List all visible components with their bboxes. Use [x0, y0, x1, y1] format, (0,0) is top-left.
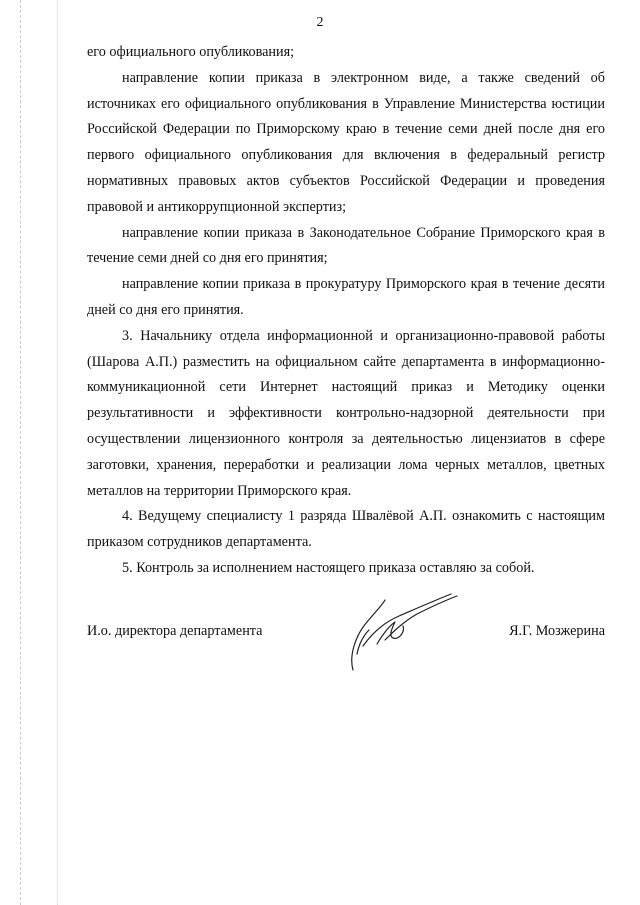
paragraph-continuation: его официального опубликования;	[87, 44, 295, 60]
scan-margin-line	[57, 0, 58, 905]
scan-edge-line	[20, 0, 21, 905]
signatory-title: И.о. директора департамента	[87, 623, 263, 639]
page-number: 2	[316, 15, 324, 30]
signatory-name: Я.Г. Мозжерина	[509, 623, 605, 639]
paragraph-item-4: 4. Ведущему специалисту 1 разряда Швалёвой А.П. ознакомить с настоящим приказом сотрудников департамента.	[87, 508, 605, 551]
paragraph-legislative-assembly: направление копии приказа в Законодательное Собрание Приморского края в течение семи дней со дня его принятия;	[87, 224, 605, 267]
paragraph-item-5: 5. Контроль за исполнением настоящего приказа оставляю за собой.	[122, 559, 535, 576]
handwritten-signature-icon	[333, 586, 463, 676]
paragraph-prosecutor: направление копии приказа в прокуратуру Приморского края в течение десяти дней со дня его принятия.	[87, 276, 605, 318]
document-body	[87, 40, 605, 582]
paragraph-ministry-justice: направление копии приказа в электронном виде, а также сведений об источниках его официального опубликования в Управление Министерства юстиции Российской Федерации по Приморскому краю в течение семи дней после дня его первого официального опубликования для включения в федеральный регистр нормативных правовых актов субъектов Российской Федерации и проведения правовой и антикоррупционной экспертиз;	[87, 69, 605, 215]
paragraph-item-3: 3. Начальнику отдела информационной и организационно-правовой работы (Шарова А.П.) разместить на официальном сайте департамента в информационно-коммуникационной сети Интернет настоящий приказ и Методику оценки результативности и эффективности контрольно-надзорной деятельности при осуществлении лицензионного контроля за деятельностью лицензиатов в сфере заготовки, хранения, переработки и реализации лома черных металлов, цветных металлов на территории Приморского края.	[87, 327, 605, 499]
